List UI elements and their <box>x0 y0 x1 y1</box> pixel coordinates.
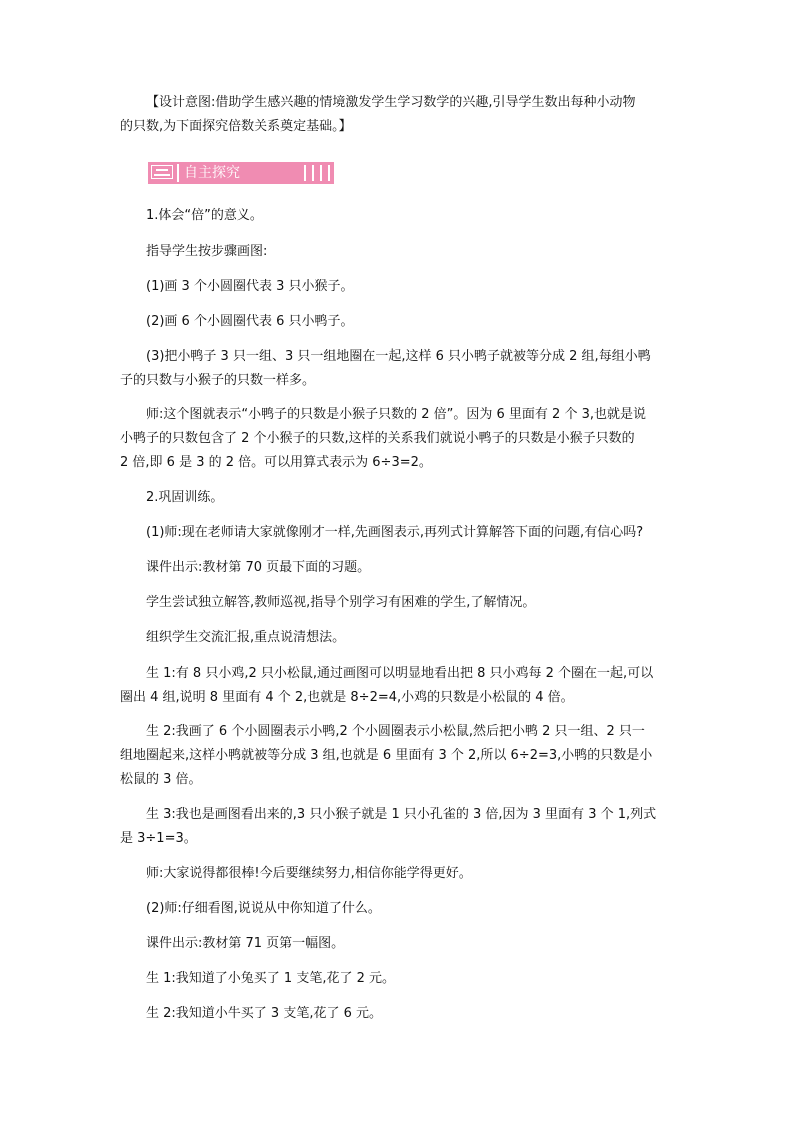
student-2-line-1: 生 2:我画了 6 个小圆圈表示小鸭,2 个小圆圈表示小松鼠,然后把小鸭 2 只一组、2 只一 <box>146 724 645 739</box>
organize-report: 组织学生交流汇报,重点说清想法。 <box>146 630 346 645</box>
section-heading-bar <box>148 162 334 184</box>
student-3-line-1: 生 3:我也是画图看出来的,3 只小猴子就是 1 只小孔雀的 3 倍,因为 3 里面有 3 个 1,列式 <box>146 807 657 822</box>
step-3-line-1: (3)把小鸭子 3 只一组、3 只一组地圈在一起,这样 6 只小鸭子就被等分成 2 组,每组小鸭 <box>146 349 651 364</box>
step-1: (1)画 3 个小圆圈代表 3 只小猴子。 <box>146 279 354 294</box>
student-2-line-3: 松鼠的 3 倍。 <box>120 772 202 787</box>
decorative-stripe <box>304 165 306 181</box>
student-3-line-2: 是 3÷1=3。 <box>120 831 197 846</box>
student-1-answer: 生 1:我知道了小兔买了 1 支笔,花了 2 元。 <box>146 971 395 986</box>
section-title: 自主探究 <box>184 165 240 181</box>
student-1-line-2: 圈出 4 组,说明 8 里面有 4 个 2,也就是 8÷2=4,小鸡的只数是小松鼠的 4 倍。 <box>120 690 574 705</box>
courseware-2: 课件出示:教材第 71 页第一幅图。 <box>146 936 345 951</box>
heading-understand-times: 1.体会“倍”的意义。 <box>146 208 263 223</box>
section-divider <box>177 164 179 182</box>
decorative-stripe <box>312 165 314 181</box>
teacher-praise: 师:大家说得都很棒!今后要继续努力,相信你能学得更好。 <box>146 866 472 881</box>
teacher-explanation-line-3: 2 倍,即 6 是 3 的 2 倍。可以用算式表示为 6÷3=2。 <box>120 455 432 470</box>
practice-2: (2)师:仔细看图,说说从中你知道了什么。 <box>146 901 381 916</box>
student-2-answer: 生 2:我知道小牛买了 3 支笔,花了 6 元。 <box>146 1006 382 1021</box>
decorative-stripe <box>328 165 330 181</box>
design-intent-line-2: 的只数,为下面探究倍数关系奠定基础。】 <box>120 119 352 134</box>
student-1-line-1: 生 1:有 8 只小鸡,2 只小松鼠,通过画图可以明显地看出把 8 只小鸡每 2 个圈在一起,可以 <box>146 666 654 681</box>
step-3-line-2: 子的只数与小猴子的只数一样多。 <box>120 373 316 388</box>
heading-practice: 2.巩固训练。 <box>146 490 224 505</box>
decorative-stripe <box>320 165 322 181</box>
practice-1: (1)师:现在老师请大家就像刚才一样,先画图表示,再列式计算解答下面的问题,有信心吗? <box>146 525 644 540</box>
courseware-1: 课件出示:教材第 70 页最下面的习题。 <box>146 560 371 575</box>
guide-text: 指导学生按步骤画图: <box>146 244 268 259</box>
step-2: (2)画 6 个小圆圈代表 6 只小鸭子。 <box>146 314 354 329</box>
design-intent-line-1: 【设计意图:借助学生感兴趣的情境激发学生学习数学的兴趣,引导学生数出每种小动物 <box>146 95 636 110</box>
student-try: 学生尝试独立解答,教师巡视,指导个别学习有困难的学生,了解情况。 <box>146 595 536 610</box>
teacher-explanation-line-2: 小鸭子的只数包含了 2 个小猴子的只数,这样的关系我们就说小鸭子的只数是小猴子只数的 <box>120 431 635 446</box>
teacher-explanation-line-1: 师:这个图就表示“小鸭子的只数是小猴子只数的 2 倍”。因为 6 里面有 2 个 3,也就是说 <box>146 407 646 422</box>
chinese-numeral-two-icon <box>151 165 173 179</box>
student-2-line-2: 组地圈起来,这样小鸭就被等分成 3 组,也就是 6 里面有 3 个 2,所以 6÷2=3,小鸭的只数是小 <box>120 748 653 763</box>
